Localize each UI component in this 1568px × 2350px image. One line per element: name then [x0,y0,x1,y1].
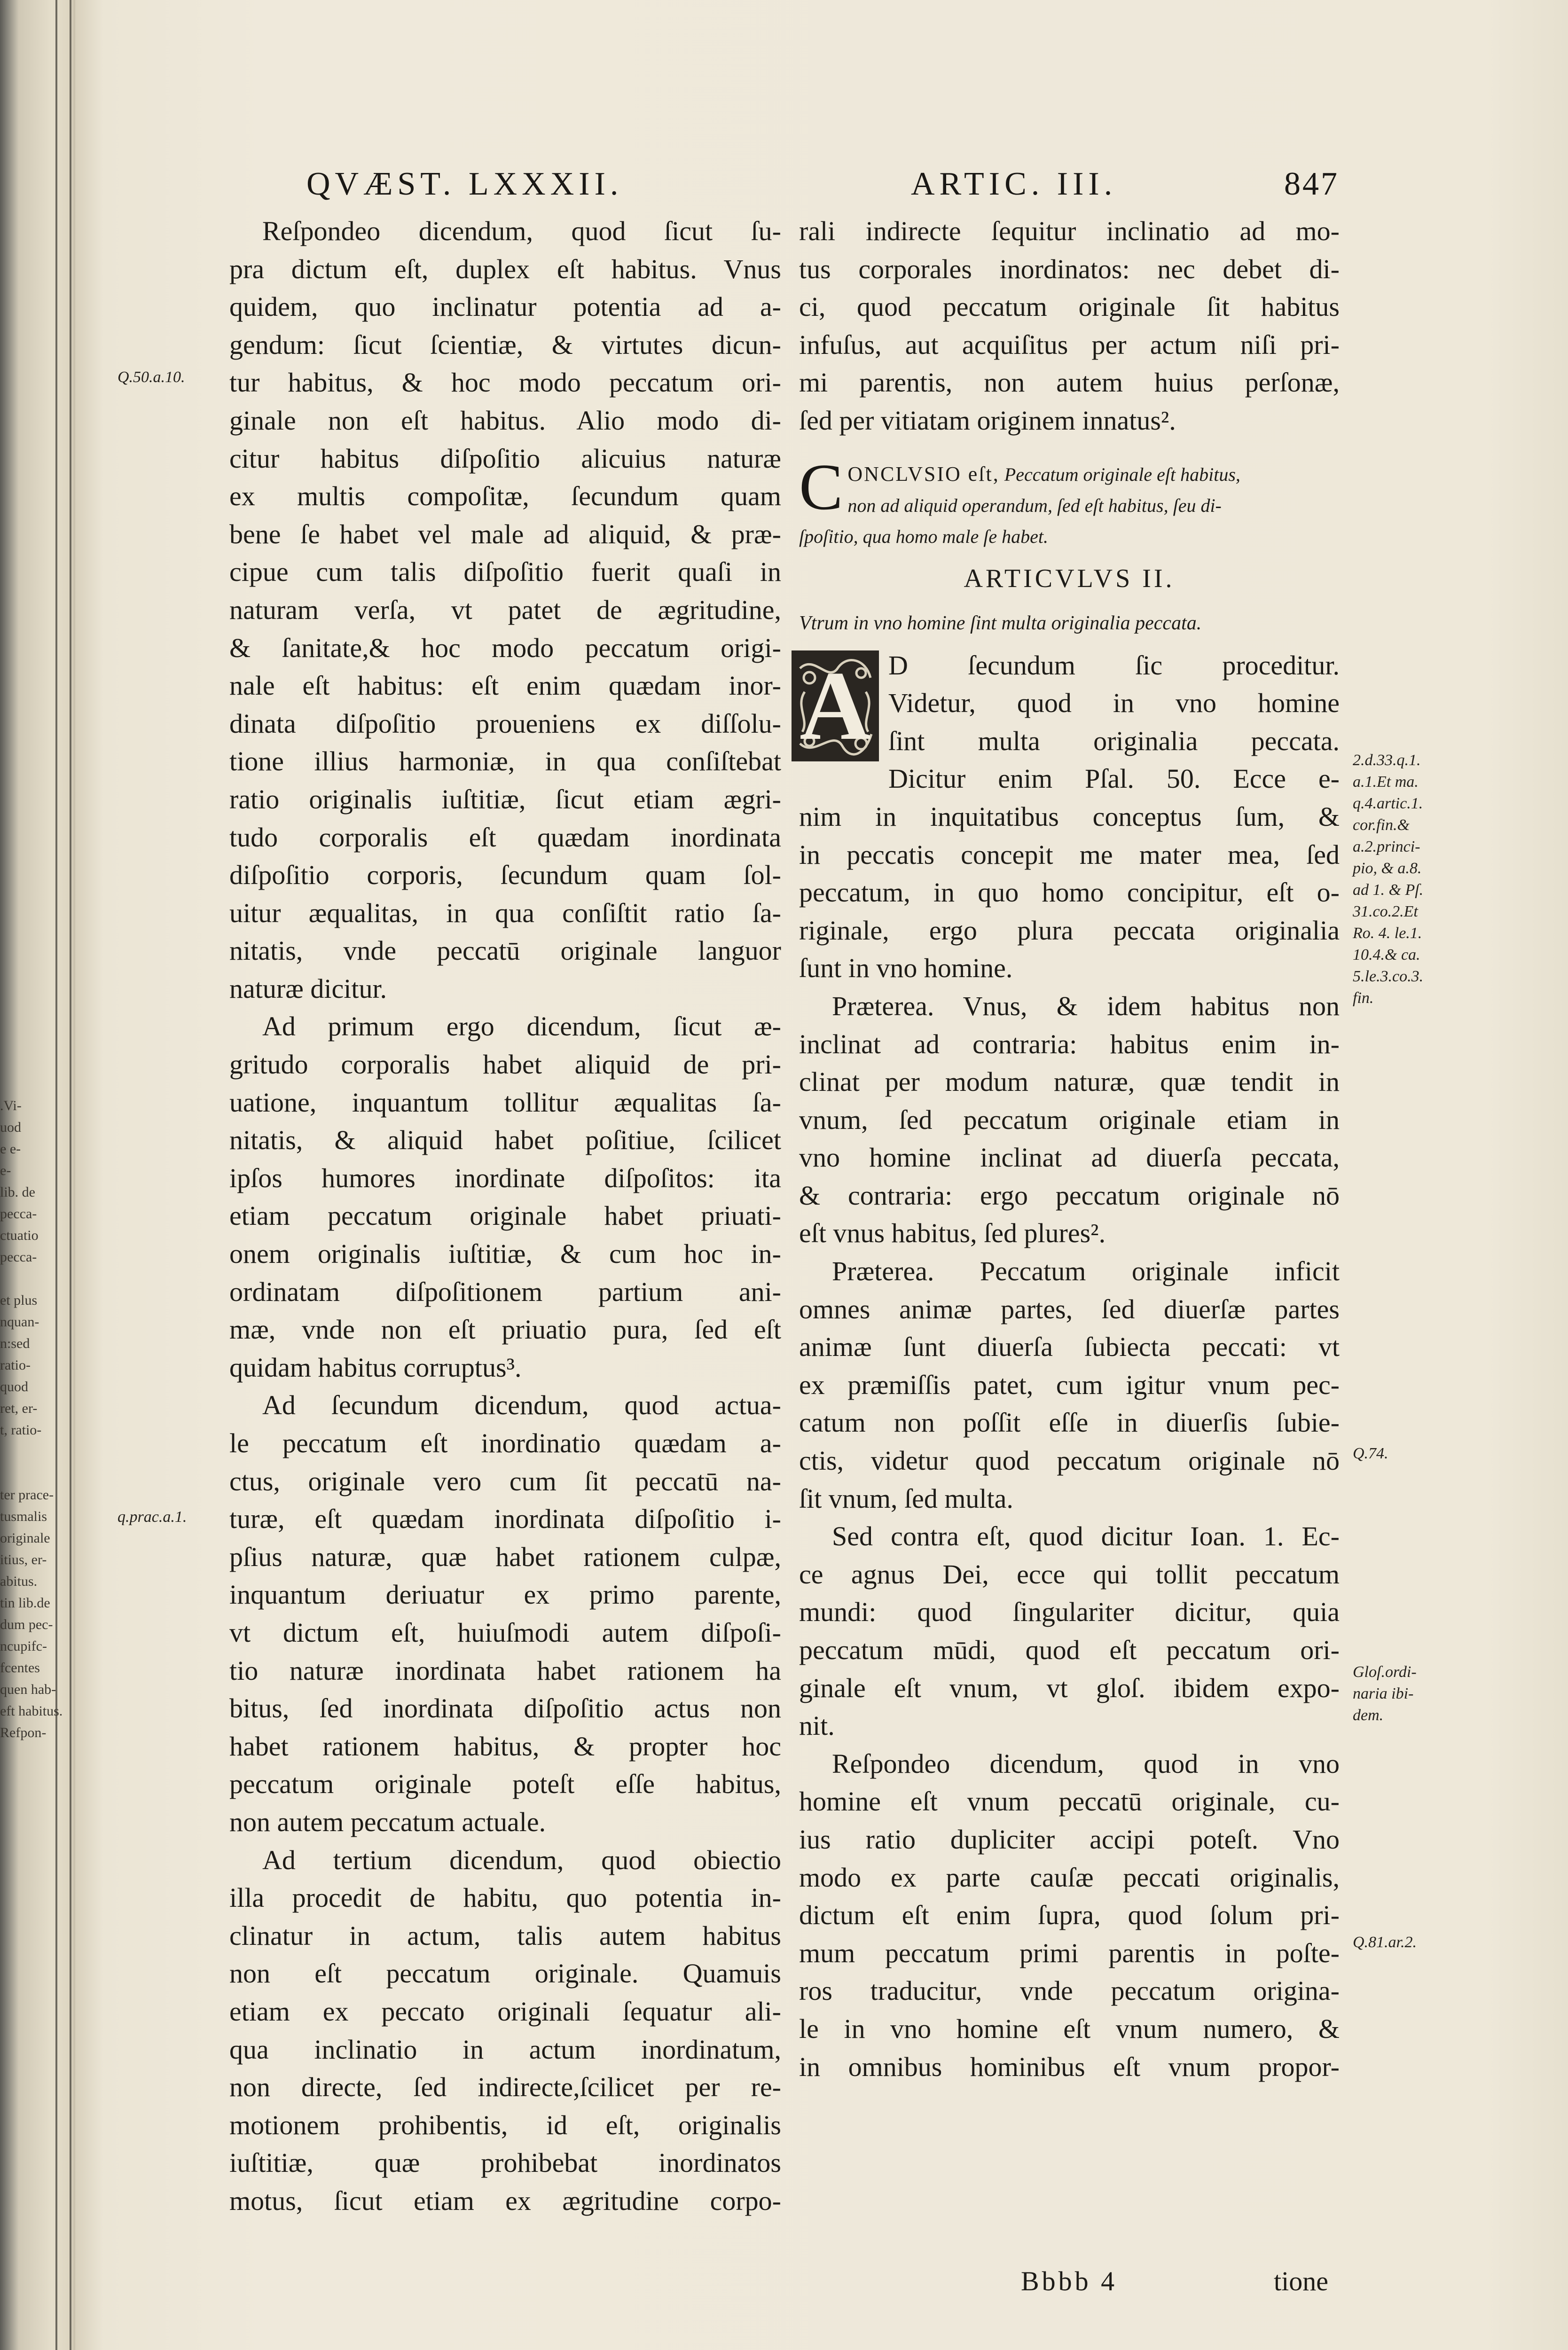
text-line: nitatis, vnde peccatū originale languor [229,935,781,966]
previous-page-fragment: originale [0,1530,50,1546]
text-line: ratio originalis iuſtitiæ, ſicut etiam ægri- [229,783,781,815]
previous-page-fragment: tusmalis [0,1509,47,1524]
text-line: tudo corporalis eſt quædam inordinata [229,822,781,853]
text-line: ros traducitur, vnde peccatum origina- [799,1975,1340,2006]
text-line: gritudo corporalis habet aliquid de pri- [229,1049,781,1080]
previous-page-fragment: Refpon- [0,1725,47,1740]
text-line: peccatum, in quo homo concipitur, eſt o- [799,877,1340,908]
margin-note-right-1 [1353,750,1423,1009]
text-line: ctus, originale vero cum ſit peccatū na- [229,1465,781,1496]
text-line: nale eſt habitus: eſt enim quædam inor- [229,670,781,701]
text-line: bitus, ſed inordinata diſpoſitio actus non [229,1693,781,1724]
text-line: homine eſt vnum peccatū originale, cu- [799,1786,1340,1817]
text-line: nim in inquitatibus conceptus ſum, & [799,801,1340,832]
right-text-column [799,212,1340,2086]
text-line: illa procedit de habitu, quo potentia in- [229,1882,781,1913]
previous-page-fragment: fcentes [0,1660,40,1676]
text-line: vnum, ſed peccatum originale etiam in [799,1104,1340,1135]
conclusio-dropcap: C [799,450,843,524]
text-line: ginale non eſt habitus. Alio modo di- [229,405,781,436]
text-line: motus, ſicut etiam ex ægritudine corpo- [229,2185,781,2216]
margin-note-line: Gloſ.ordi- [1353,1663,1417,1681]
text-line: cipue cum talis diſpoſitio fuerit quaſi in [229,556,781,588]
margin-note-line: Q.50.a.10. [118,368,185,386]
conclusio-line-3: ſpoſitio, qua homo male ſe habet. [799,525,1048,547]
text-line: inquantum deriuatur ex primo parente, [229,1579,781,1610]
previous-page-fragment: ratio- [0,1357,31,1373]
text-line: quidam habitus corruptus³. [229,1352,522,1383]
text-line: habet rationem habitus, & propter hoc [229,1731,781,1762]
text-line: pra dictum eſt, duplex eſt habitus. Vnus [229,253,781,284]
text-line: uatione, inquantum tollitur æqualitas ſa- [229,1087,781,1118]
margin-note-right-2 [1353,1443,1388,1465]
text-line: ex multis compoſitæ, ſecundum quam [229,481,781,512]
margin-note-line: pio, & a.8. [1353,860,1422,877]
previous-page-fragment [0,1268,71,1290]
text-line: etiam ex peccato originali ſequatur ali- [229,1996,781,2027]
text-line: non eſt peccatum originale. Quamuis [229,1958,781,1989]
margin-note-left-1 [118,367,185,388]
margin-note-line: Q.74. [1353,1445,1388,1462]
text-line: infuſus, aut acquiſitus per actum niſi pri- [799,329,1340,360]
margin-note-line: 5.le.3.co.3. [1353,968,1424,985]
margin-note-right-3 [1353,1661,1417,1726]
article-title: ARTICVLVS II. [964,564,1175,593]
text-line: Ad ſecundum dicendum, quod actua- [262,1390,781,1421]
previous-page-fragment: tin lib.de [0,1595,50,1611]
text-line: in omnibus hominibus eſt vnum propor- [799,2051,1340,2082]
text-line: tio naturæ inordinata habet rationem ha [229,1655,781,1686]
text-line: ſed per vitiatam originem innatus². [799,405,1176,436]
text-line: Reſpondeo dicendum, quod ſicut ſu- [262,216,781,246]
previous-page-fragment: itius, er- [0,1552,47,1567]
text-line: Ad primum ergo dicendum, ſicut æ- [262,1011,781,1042]
text-line: dictum eſt enim ſupra, quod ſolum pri- [799,1900,1340,1931]
text-line: tur habitus, & hoc modo peccatum ori- [229,367,781,398]
text-line: ci, quod peccatum originale ſit habitus [799,291,1340,322]
text-line: motionem prohibentis, id eſt, originalis [229,2109,781,2140]
text-line: non directe, ſed indirecte,ſcilicet per re- [229,2072,781,2103]
text-line: mi parentis, non autem huius perſonæ, [799,367,1340,398]
previous-page-fragment: nquan- [0,1314,39,1330]
ornamental-initial [791,650,880,762]
left-text-column [229,212,781,2220]
previous-page-fragment: abitus. [0,1574,38,1589]
text-line: vt dictum eſt, huiuſmodi autem diſpoſi- [229,1617,781,1648]
previous-page-margin-fragments [0,1095,71,2190]
previous-page-fragment: uod [0,1120,21,1135]
text-line: Sed contra eſt, quod dicitur Ioan. 1. Ec- [832,1521,1340,1552]
text-line: omnes animæ partes, ſed diuerſæ partes [799,1293,1340,1324]
running-head-question: QVÆST. LXXXII. [306,166,623,202]
previous-page-fragment: dum pec- [0,1617,53,1632]
margin-note-line: 31.co.2.Et [1353,903,1418,920]
previous-page-fragment: .Vi- [0,1098,22,1113]
margin-note-line: naria ibi- [1353,1685,1414,1702]
page-number: 847 [1284,166,1339,202]
previous-page-fragment: et plus [0,1292,38,1308]
text-line: rali indirecte ſequitur inclinatio ad mo- [799,216,1340,246]
running-head-article: ARTIC. III. [911,166,1117,202]
margin-note-line: q.4.artic.1. [1353,795,1423,812]
text-line: ius ratio dupliciter accipi poteſt. Vno [799,1824,1340,1855]
text-line: bene ſe habet vel male ad aliquid, & præ- [229,518,781,549]
book-gutter [0,0,75,2350]
conclusio-line-2: non ad aliquid operandum, ſed eſt habitus, ſeu di- [847,494,1222,516]
margin-note-right-4 [1353,1932,1417,1953]
text-line: inclinat ad contraria: habitus enim in- [799,1028,1340,1059]
text-line: Reſpondeo dicendum, quod in vno [832,1748,1340,1779]
text-line: mundi: quod ſingulariter dicitur, quia [799,1597,1340,1628]
text-line: ſint multa originalia peccata. [888,725,1340,756]
text-line: modo ex parte cauſæ peccati originalis, [799,1862,1340,1893]
text-line: ordinatam diſpoſitionem partium ani- [229,1276,781,1307]
text-line: animæ ſunt diuerſa ſubiecta peccati: vt [799,1332,1340,1363]
text-line: etiam peccatum originale habet priuati- [229,1200,781,1231]
text-line: D ſecundum ſic proceditur. [888,650,1340,681]
conclusio-line-1: Peccatum originale eſt habitus, [1004,463,1240,485]
text-line: non autem peccatum actuale. [229,1806,546,1837]
text-line: ctis, videtur quod peccatum originale nō [799,1445,1340,1476]
margin-note-line: dem. [1353,1707,1384,1724]
text-line: diſpoſitio corporis, ſecundum quam ſol- [229,860,781,891]
right-column-continuation [799,212,1340,440]
previous-page-fragment: ret, er- [0,1401,38,1416]
text-line: le in vno homine eſt vnum numero, & [799,2013,1340,2044]
previous-page-fragment: t, ratio- [0,1422,42,1438]
text-line: Præterea. Peccatum originale inficit [832,1256,1340,1287]
text-line: ſunt in vno homine. [799,953,1013,984]
text-line: iuſtitiæ, quæ prohibebat inordinatos [229,2147,781,2178]
text-line: eſt vnus habitus, ſed plures². [799,1218,1106,1249]
text-line: vno homine inclinat ad diuerſa peccata, [799,1142,1340,1173]
text-line: naturam verſa, vt patet de ægritudine, [229,594,781,625]
margin-note-line: Ro. 4. le.1. [1353,924,1422,942]
previous-page-fragment: lib. de [0,1184,35,1200]
margin-note-line: a.2.princi- [1353,838,1420,855]
article-subtitle: Vtrum in vno homine ſint multa originalia peccata. [799,612,1202,634]
previous-page-fragment: ter prace- [0,1487,54,1503]
text-line: onem originalis iuſtitiæ, & cum hoc in- [229,1238,781,1269]
text-line: mum peccatum primi parentis in poſte- [799,1937,1340,1968]
text-line: & contraria: ergo peccatum originale nō [799,1180,1340,1211]
margin-note-line: 10.4.& ca. [1353,946,1420,964]
text-line: catum non poſſit eſſe in diuerſis ſubie- [799,1407,1340,1438]
text-line: & ſanitate,& hoc modo peccatum origi- [229,632,781,663]
text-line: clinatur in actum, talis autem habitus [229,1920,781,1951]
article-body [799,647,1340,2086]
text-line: peccatum mūdi, quod eſt peccatum ori- [799,1635,1340,1665]
text-line: gendum: ſicut ſcientiæ, & virtutes dicun- [229,329,781,360]
margin-note-line: q.prac.a.1. [118,1508,187,1526]
margin-note-left-2 [118,1506,187,1528]
previous-page-fragment: quen hab- [0,1682,56,1697]
ornamental-initial-letter: A [800,651,871,760]
text-line: in peccatis concepit me mater mea, ſed [799,839,1340,870]
catchword: tione [1274,2266,1328,2296]
text-line: citur habitus diſpoſitio alicuius naturæ [229,443,781,474]
text-line: le peccatum eſt inordinatio quædam a- [229,1428,781,1458]
margin-note-line: fin. [1353,989,1374,1007]
text-line: pſius naturæ, quæ habet rationem culpæ, [229,1541,781,1572]
text-line: uitur æqualitas, in qua conſiſtit ratio ſa- [229,897,781,928]
text-line: peccatum originale poteſt eſſe habitus, [229,1769,781,1800]
text-line: Videtur, quod in vno homine [888,688,1340,719]
margin-note-line: Q.81.ar.2. [1353,1934,1417,1951]
text-line: mæ, vnde non eſt priuatio pura, ſed eſt [229,1314,781,1345]
text-line: qua inclinatio in actum inordinatum, [229,2034,781,2065]
conclusio-block [799,450,1340,553]
text-line: riginale, ergo plura peccata originalia [799,915,1340,946]
signature-mark: Bbbb 4 [1021,2266,1118,2296]
previous-page-fragment: e e- [0,1141,21,1157]
text-line: ce agnus Dei, ecce qui tollit peccatum [799,1559,1340,1590]
text-line: Ad tertium dicendum, quod obiectio [262,1844,781,1875]
margin-note-line: 2.d.33.q.1. [1353,752,1421,769]
previous-page-fragment: pecca- [0,1249,37,1265]
margin-note-line: ad 1. & Pſ. [1353,881,1424,899]
previous-page-fragment: n:sed [0,1336,30,1351]
text-line: tus corporales inordinatos: nec debet di- [799,253,1340,284]
previous-page-fragment: ncupifc- [0,1638,47,1654]
text-line: ipſos humores inordinate diſpoſitos: ita [229,1162,781,1193]
previous-page-fragment: quod [0,1379,28,1394]
text-line: ex præmiſſis patet, cum igitur vnum pec- [799,1369,1340,1400]
text-line: ſit vnum, ſed multa. [799,1483,1013,1514]
text-line: turæ, eſt quædam inordinata diſpoſitio i- [229,1504,781,1535]
previous-page-fragment: e- [0,1163,11,1178]
text-line: tione illius harmoniæ, in qua conſiſtebat [229,746,781,777]
previous-page-fragment: ctuatio [0,1228,39,1243]
text-line: naturæ dicitur. [229,973,387,1004]
text-line: Præterea. Vnus, & idem habitus non [832,990,1340,1021]
text-line: quidem, quo inclinatur potentia ad a- [229,291,781,322]
text-line: nit. [799,1710,835,1741]
conclusio-lead: ONCLVSIO eſt, [847,462,1000,486]
margin-note-line: a.1.Et ma. [1353,773,1419,791]
text-line: Dicitur enim Pſal. 50. Ecce e- [888,763,1340,794]
margin-note-line: cor.fin.& [1353,816,1410,834]
previous-page-fragment: pecca- [0,1206,37,1222]
text-line: nitatis, & aliquid habet poſitiue, ſcilicet [229,1125,781,1156]
text-line: clinat per modum naturæ, quæ tendit in [799,1066,1340,1097]
previous-page-fragment [0,1463,71,1484]
previous-page-fragment: eft habitus. [0,1703,63,1719]
text-line: dinata diſpoſitio proueniens ex diſſolu- [229,708,781,739]
text-line: ginale eſt vnum, vt gloſ. ibidem expo- [799,1672,1340,1703]
previous-page-fragment [0,1441,71,1463]
